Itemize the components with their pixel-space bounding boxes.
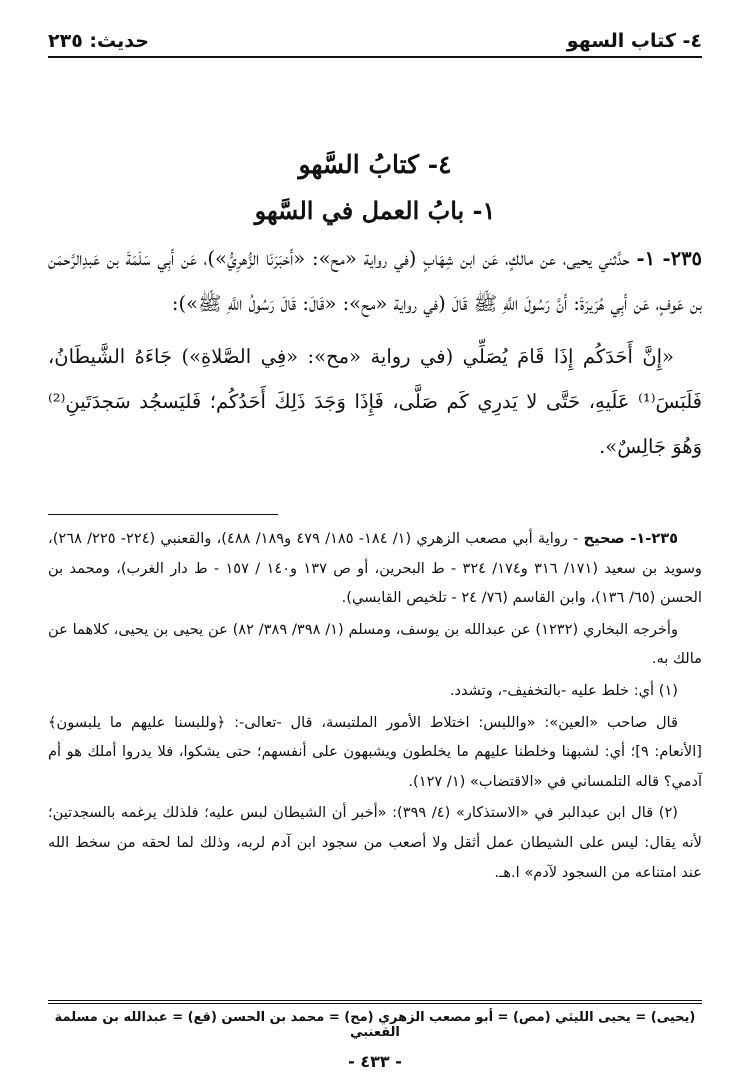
footnote-separator xyxy=(48,514,278,515)
footnotes xyxy=(48,524,702,889)
book-title: ٤- كتابُ السَّهو xyxy=(298,150,452,179)
abbreviations-legend: (يحيى) = يحيى الليثي (مص) = أبو مصعب الزهري (مح) = محمد بن الحسن (قع) = عبدالله بن مسلمة القعنبي xyxy=(54,1010,696,1040)
page-number: - ٤٣٣ - xyxy=(348,1052,402,1071)
footnote-grade: ٢٣٥-١- صحيح xyxy=(583,530,679,547)
header-hadith-number: حديث: ٢٣٥ xyxy=(48,30,149,52)
footnote-1-explanation: قال صاحب «العين»: «واللبس: اختلاط الأمور الملتبسة، قال -تعالى-: ﴿وللبسنا عليهم ما يلبسون﴾ [الأنعام: ٩]؛ أي: لشبهنا وخلطنا عليهم ما يخلطون ويشبهون على أنفسهم؛ حتى يشكوا، فلا يدروا أملك هو أم آدمي؟ قاله التلمساني في «الاقتضاب» (١/ ١٢٧). xyxy=(48,713,702,790)
chapter-title: ١- بابُ العمل في السَّهو xyxy=(254,196,496,225)
running-header xyxy=(48,22,702,52)
footnote-takhrij xyxy=(48,524,702,613)
footnote-2: (٢) قال ابن عبدالبر في «الاستذكار» (٤/ ٣٩٩): «أخبر أن الشيطان لبس عليه؛ فلذلك يرغمه بالسجدتين؛ لأنه يقال: ليس على الشيطان عمل أثقل ولا أصعب من سجود ابن آدم لربه، وذلك لما لحقه من سخط الله عند امتناعه من السجود لآدم» ا.هـ. xyxy=(48,804,702,881)
header-chapter: ٤- كتاب السهو xyxy=(566,30,702,52)
footnote-bukhari-muslim: وأخرجه البخاري (١٢٣٢) عن عبدالله بن يوسف، ومسلم (١/ ٣٩٨/ ٣٨٩/ ٨٢) عن يحيى بن يحيى، كلاهما عن مالك به. xyxy=(48,620,702,668)
footer-rule-top xyxy=(48,1000,702,1001)
hadith-number: ٢٣٥- ١- xyxy=(636,247,703,270)
footnote-1: (١) أي: خلط عليه -بالتخفيف-، وتشدد. xyxy=(449,681,678,699)
header-rule xyxy=(48,56,702,58)
hadith-isnad: حدَّثني يحيى، عن مالكٍ، عَن ابن شِهَابٍ (في رواية «مح»: «أَخبَرَنَا الزُّهرِيُّ»)، عَن أَبِي سَلَمَةَ بن عَبدِالرَّحمَن بن عَوفٍ، عَن أَبِي هُرَيرَةَ: أَنَّ رَسُولَ اللَّهِ ﷺ قَالَ (في رواية «مح»: «قَالَ: قَالَ رَسُولُ اللَّهِ ﷺ»): xyxy=(48,247,702,315)
footnote-sources: - رواية أبي مصعب الزهري (١/ ١٨٤- ١٨٥/ ٤٧٩ و١٨٩/ ٤٨٨)، والقعنبي (٢٢٤- ٢٢٥/ ٢٦٨)، وسويد بن سعيد (١٧١/ ٣١٦ و١٧٤/ ٣٢٤ - ط البحرين، أو ص ١٣٧ و١٤٠ / ١٥٧ - ط دار الغرب)، ومحمد بن الحسن (٦٥/ ١٣٦)، وابن القاسم (٧٦/ ٢٤ - تلخيص القابسي). xyxy=(48,530,702,607)
hadith-paragraph-1 xyxy=(48,236,702,326)
hadith-paragraph-2: «إِنَّ أَحَدَكُم إِذَا قَامَ يُصَلِّي (في رواية «مح»: «فِي الصَّلاةِ») جَاءَهُ الشَّيطَانُ، فَلَبَسَ⁽¹⁾ عَلَيهِ، حَتَّى لا يَدرِي كَم صَلَّى، فَإِذَا وَجَدَ ذَلِكَ أَحَدُكُم؛ فَليَسجُد سَجدَتَينِ⁽²⁾ وَهُوَ جَالِسٌ». xyxy=(48,345,702,458)
hadith-text xyxy=(48,236,702,477)
footer-rule-bottom xyxy=(48,1003,702,1004)
